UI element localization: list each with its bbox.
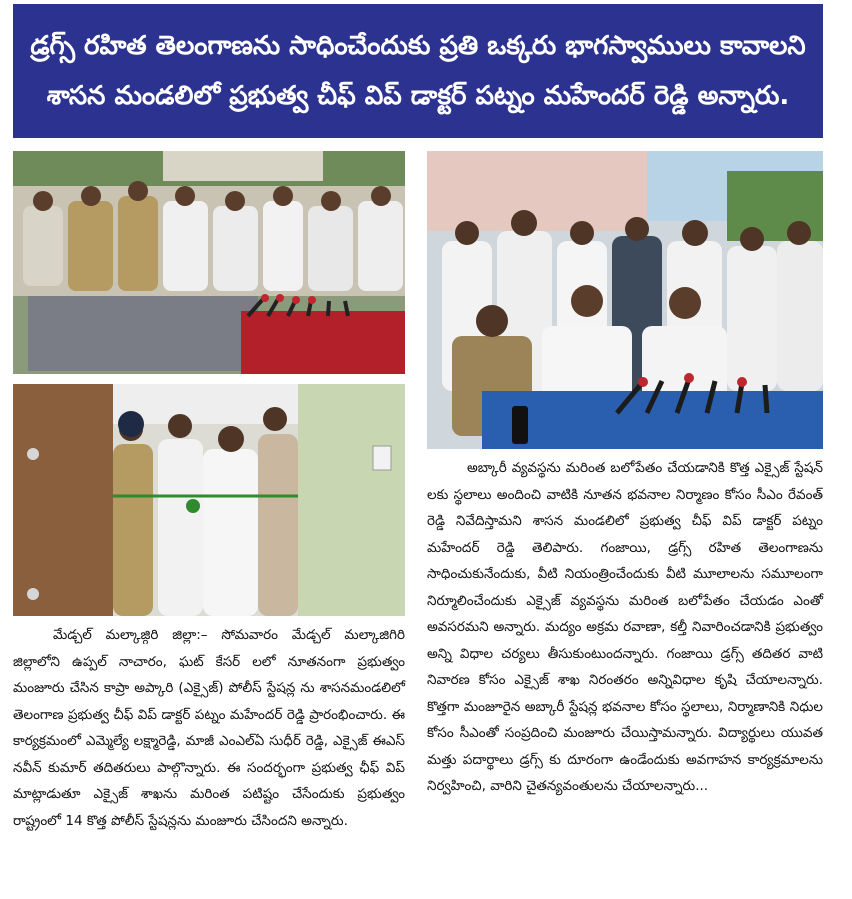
ribbon-cutting-photo — [13, 384, 405, 616]
headline-banner — [13, 4, 823, 138]
officials-press-meet-photo — [427, 151, 823, 449]
article-paragraph-right: అబ్కారీ వ్యవస్థను మరింత బలోపేతం చేయడానికి కొత్త ఎక్సైజ్ స్టేషన్ లకు స్థలాలు అందించి వాటికి నూతన భవనాల నిర్మాణం కోసం సీఎం రేవంత్ రెడ్డి నివేదిస్తామని శాసన మండలిలో ప్రభుత్వ చీఫ్ విప్ డాక్టర్ పట్నం మహేందర్ రెడ్డి తెలిపారు. గంజాయి, డ్రగ్స్ రహిత తెలంగాణను సాధించుకునేందుకు, వీటి నియంత్రించేందుకు వీటి మూలాలను సమూలంగా నిర్మూలించేందుకు ఎక్సైజ్ వ్యవస్థను మరింత బలోపేతం చేయడం ఎంతో అవసరమని అన్నారు. మద్యం అక్రమ రవాణా, కల్తీ నివారించడానికి ప్రభుత్వం అన్ని విధాల చర్యలు తీసుకుంటుందన్నారు. గంజాయి డ్రగ్స్ తదితర వాటి నివారణ కోసం ఎక్సైజ్ శాఖ నిరంతరం అన్నివిధాల కృషి చేయాలన్నారు. కొత్తగా మంజూరైన అబ్కారీ స్టేషన్ల భవనాల కోసం స్థలాలు, నిర్మాణానికి నిధుల కోసం సీఎంతో సంప్రదించి మంజూరు చేయిస్తామన్నారు. విద్యార్థులు యువత మత్తు పదార్థాలు డ్రగ్స్ కు దూరంగా ఉండేందుకు అవగాహన కార్యక్రమాలను నిర్వహించి, వారిని చైతన్యవంతులను చేయాలన్నారు... — [427, 460, 823, 794]
press-conference-photo — [13, 151, 405, 374]
headline-line-1: డ్రగ్స్ రహిత తెలంగాణను సాధించేందుకు ప్రతి ఒక్కరు భాగస్వాములు కావాలని — [30, 31, 806, 61]
article-column-right — [427, 455, 823, 895]
article-column-left — [13, 622, 405, 894]
headline-line-2: శాసన మండలిలో ప్రభుత్వ చీఫ్ విప్ డాక్టర్ పట్నం మహేందర్ రెడ్డి అన్నారు. — [46, 81, 790, 111]
article-paragraph-left: మేడ్చల్ మల్కాజ్గిరి జిల్లా:– సోమవారం మేడ్చల్ మల్కాజిగిరి జిల్లాలోని ఉప్పల్ నాచారం, ఘట్ కేసర్ లలో నూతనంగా ప్రభుత్వం మంజూరు చేసిన కాప్రా అప్కారి (ఎక్సైజ్) పోలీస్ స్టేషన్ల ను శాసనమండలిలో తెలంగాణ ప్రభుత్వ చీఫ్ విప్ డాక్టర్ పట్నం మహేందర్ రెడ్డి ప్రారంభించారు. ఈ కార్యక్రమంలో ఎమ్మెల్యే లక్ష్మారెడ్డి, మాజీ ఎంఎల్ఏ సుధీర్ రెడ్డి, ఎక్సైజ్ ఈఎస్ నవీన్ కుమార్ తదితరులు పాల్గొన్నారు. ఈ సందర్భంగా ప్రభుత్వ ఛీఫ్ విప్ మాట్లాడుతూ ఎక్సైజ్ శాఖను మరింత పటిష్టం చేసేందుకు ప్రభుత్వం రాష్ట్రంలో 14 కొత్త పోలీస్ స్టేషన్లను మంజూరు చేసిందని అన్నారు. — [13, 627, 405, 829]
